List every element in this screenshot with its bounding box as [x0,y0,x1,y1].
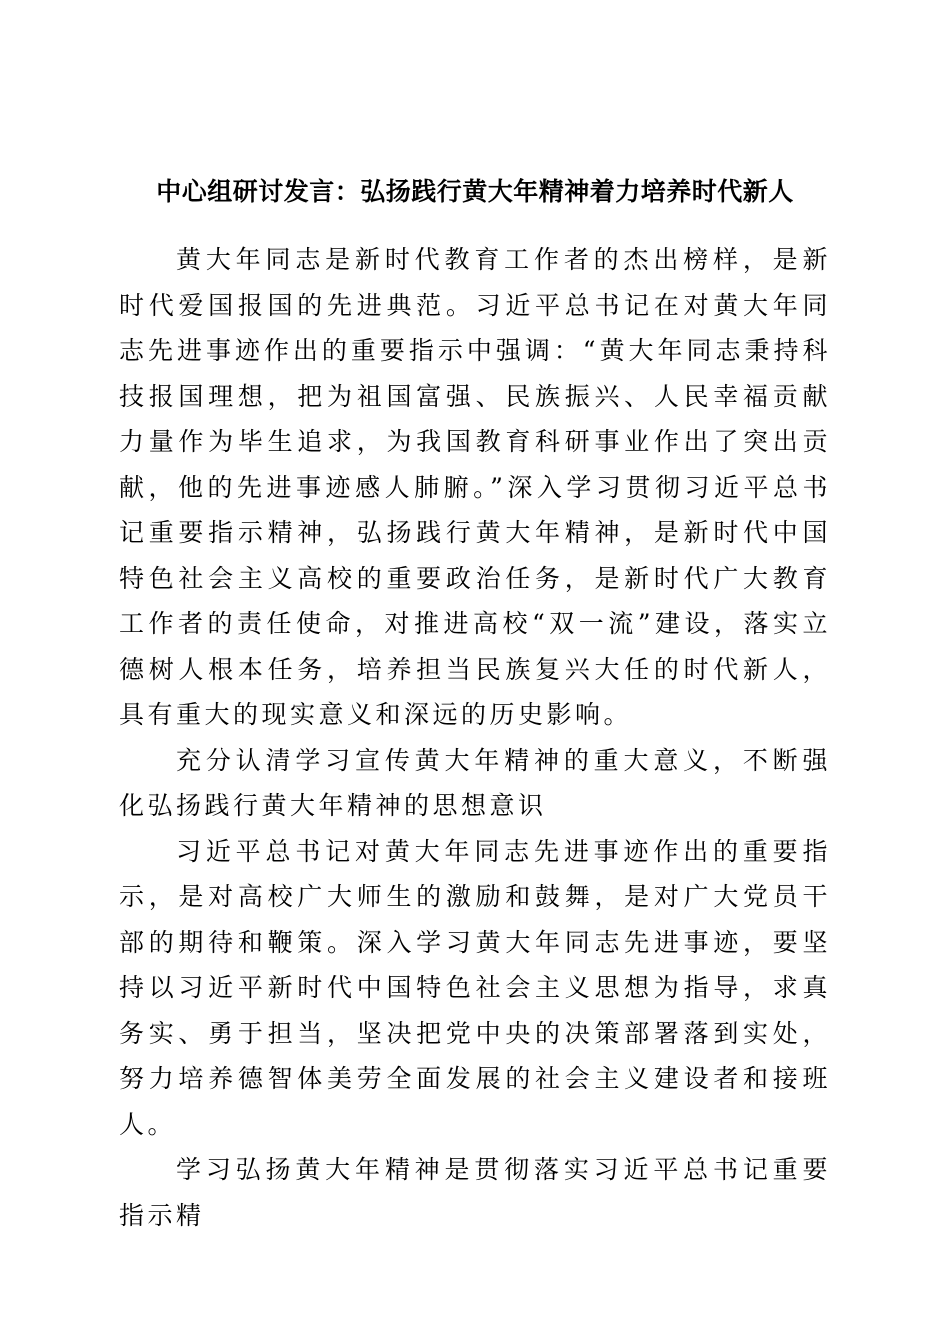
paragraph-section-heading: 充分认清学习宣传黄大年精神的重大意义，不断强化弘扬践行黄大年精神的思想意识 [119,745,831,820]
document-body [119,237,831,1238]
paragraph-intro: 黄大年同志是新时代教育工作者的杰出榜样，是新时代爱国报国的先进典范。习近平总书记在对黄大年同志先进事迹作出的重要指示中强调：“黄大年同志秉持科技报国理想，把为祖国富强、民族振兴、人民幸福贡献力量作为毕生追求，为我国教育科研事业作出了突出贡献，他的先进事迹感人肺腑。”深入学习贯彻习近平总书记重要指示精神，弘扬践行黄大年精神，是新时代中国特色社会主义高校的重要政治任务，是新时代广大教育工作者的责任使命，对推进高校“双一流”建设，落实立德树人根本任务，培养担当民族复兴大任的时代新人，具有重大的现实意义和深远的历史影响。 [119,245,831,729]
paragraph-continued: 学习弘扬黄大年精神是贯彻落实习近平总书记重要指示精 [119,1155,831,1230]
document-title: 中心组研讨发言：弘扬践行黄大年精神着力培养时代新人 [156,177,794,206]
paragraph-instructions: 习近平总书记对黄大年同志先进事迹作出的重要指示，是对高校广大师生的激励和鼓舞，是对广大党员干部的期待和鞭策。深入学习黄大年同志先进事迹，要坚持以习近平新时代中国特色社会主义思想为指导，求真务实、勇于担当，坚决把党中央的决策部署落到实处，努力培养德智体美劳全面发展的社会主义建设者和接班人。 [119,836,831,1139]
